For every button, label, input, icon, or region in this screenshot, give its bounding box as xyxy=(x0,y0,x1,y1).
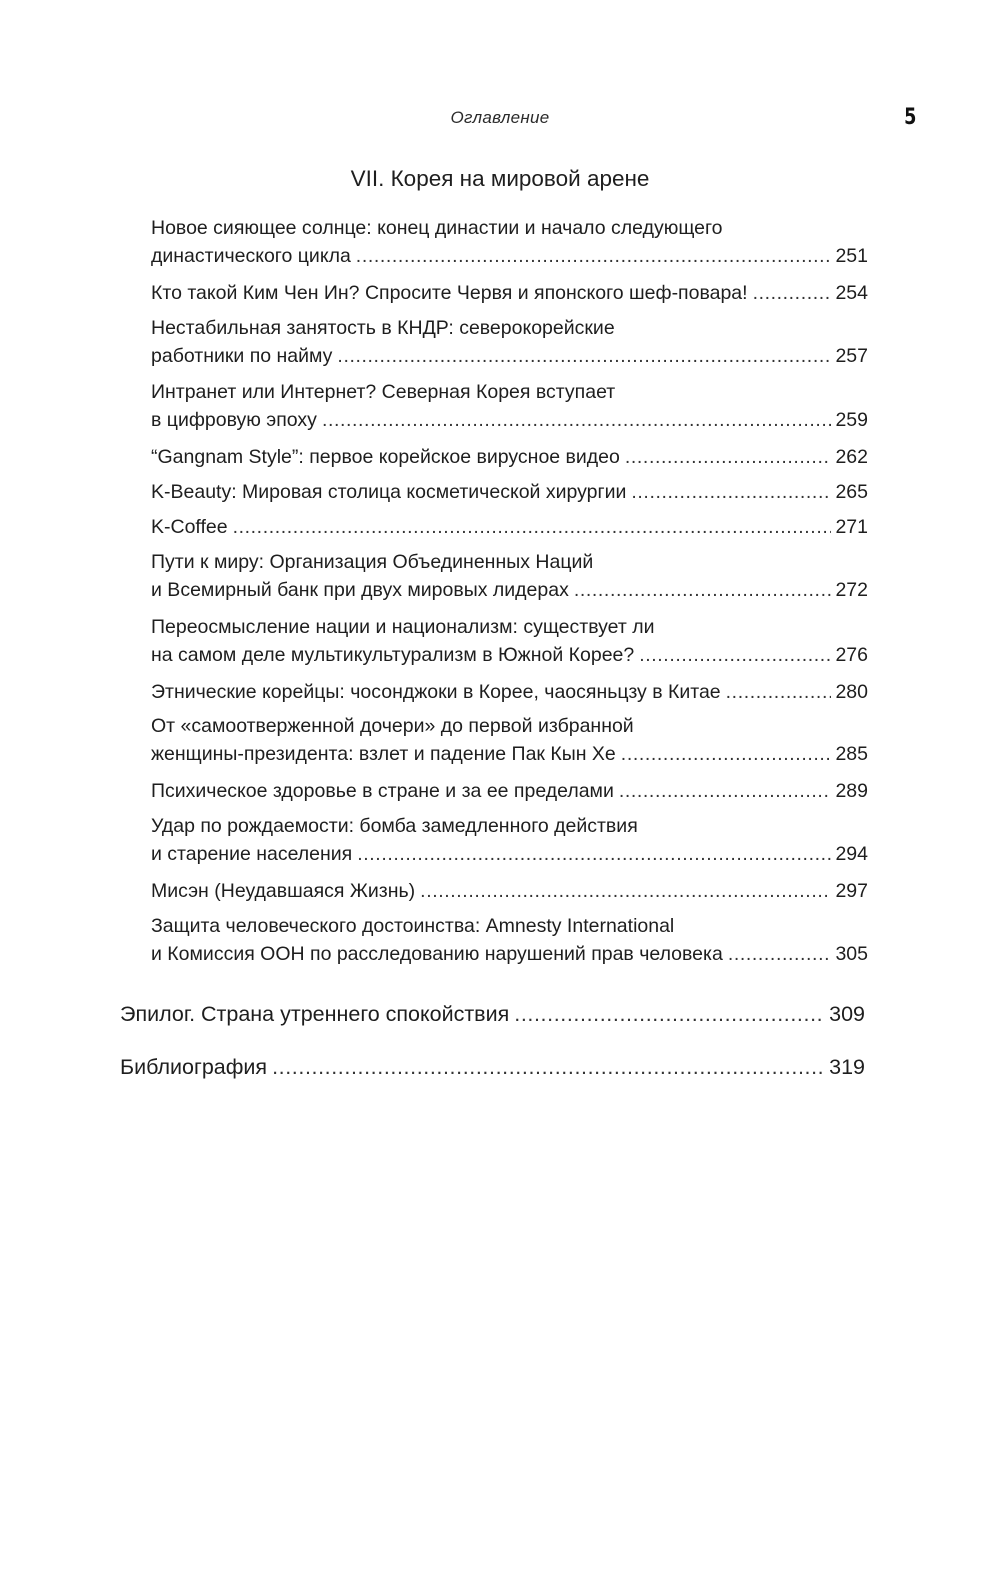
dot-leader xyxy=(337,342,831,370)
toc-entry xyxy=(151,513,868,541)
toc-entry-title-line: Пути к миру: Организация Объединенных Наций xyxy=(151,551,594,573)
toc-entry-page-number: 272 xyxy=(835,579,868,601)
toc-entry-page-number: 257 xyxy=(835,345,868,367)
toc-entry xyxy=(151,613,868,669)
toc-entry-title-line: Мисэн (Неудавшаяся Жизнь) xyxy=(151,880,416,902)
toc-entry xyxy=(151,214,868,270)
toc-entry-page-number: 276 xyxy=(835,644,868,666)
toc-entry-last-line xyxy=(120,999,865,1029)
toc-entry xyxy=(151,314,868,370)
toc-entry-last-line xyxy=(151,478,868,506)
toc-entry-page-number: 280 xyxy=(835,681,868,703)
dot-leader xyxy=(356,242,832,270)
running-header xyxy=(0,106,1000,136)
dot-leader xyxy=(621,740,832,768)
dot-leader xyxy=(625,443,832,471)
toc-entry-title-line: K-Beauty: Мировая столица косметической хирургии xyxy=(151,481,627,503)
toc-entry-title-line: Удар по рождаемости: бомба замедленного действия xyxy=(151,815,638,837)
toc-entry-title-line: K-Coffee xyxy=(151,516,228,538)
toc-entry xyxy=(151,678,868,706)
dot-leader xyxy=(726,678,832,706)
toc-entry-title-line: Библиография xyxy=(120,1055,268,1079)
toc-entry-title-line: и Комиссия ООН по расследованию нарушений прав человека xyxy=(151,943,723,965)
toc-entry-title-line: “Gangnam Style”: первое корейское вирусное видео xyxy=(151,446,620,468)
toc-entry-page-number: 251 xyxy=(835,245,868,267)
dot-leader xyxy=(357,840,831,868)
toc-entry-page-number: 271 xyxy=(835,516,868,538)
toc-entry-last-line xyxy=(151,279,868,307)
toc-entry-title-line: Новое сияющее солнце: конец династии и начало следующего xyxy=(151,217,723,239)
toc-entry-title-line: в цифровую эпоху xyxy=(151,409,317,431)
dot-leader xyxy=(322,406,832,434)
toc-entry-page-number: 319 xyxy=(829,1055,865,1079)
toc-major-entry xyxy=(120,999,865,1029)
toc-entry xyxy=(151,478,868,506)
toc-entry xyxy=(151,378,868,434)
toc-entry-page-number: 262 xyxy=(835,446,868,468)
toc-entry-page-number: 259 xyxy=(835,409,868,431)
toc-entry-title-line: женщины-президента: взлет и падение Пак Кын Хе xyxy=(151,743,616,765)
toc-entry-last-line xyxy=(151,740,868,768)
toc-entry-last-line xyxy=(151,576,868,604)
dot-leader xyxy=(619,777,832,805)
section-title: VII. Корея на мировой арене xyxy=(350,166,650,191)
dot-leader xyxy=(574,576,832,604)
toc-entry xyxy=(151,548,868,604)
dot-leader xyxy=(639,641,831,669)
toc-entry-last-line xyxy=(151,443,868,471)
page-number: 5 xyxy=(903,105,916,130)
dot-leader xyxy=(753,279,832,307)
toc-entry-title-line: Психическое здоровье в стране и за ее пределами xyxy=(151,780,614,802)
dot-leader xyxy=(514,999,825,1029)
toc-entry xyxy=(151,812,868,868)
toc-entry-last-line xyxy=(151,513,868,541)
toc-entry-last-line xyxy=(120,1052,865,1082)
toc-entry-title-line: Переосмысление нации и национализм: существует ли xyxy=(151,616,655,638)
dot-leader xyxy=(631,478,831,506)
toc-entry-last-line xyxy=(151,678,868,706)
toc-entry-last-line xyxy=(151,777,868,805)
toc-entry-title-line: Нестабильная занятость в КНДР: северокорейские xyxy=(151,317,615,339)
toc-entry-title-line: Кто такой Ким Чен Ин? Спросите Червя и японского шеф-повара! xyxy=(151,282,748,304)
toc-entry-title-line: Этнические корейцы: чосонджоки в Корее, чаосяньцзу в Китае xyxy=(151,681,721,703)
toc-entry-title-line: Интранет или Интернет? Северная Корея вступает xyxy=(151,381,616,403)
toc-entry-last-line xyxy=(151,840,868,868)
dot-leader xyxy=(728,940,832,968)
toc-major-entry xyxy=(120,1052,865,1082)
toc-entry xyxy=(151,279,868,307)
toc-entry-page-number: 289 xyxy=(835,780,868,802)
running-title: Оглавление xyxy=(450,108,550,127)
dot-leader xyxy=(233,513,832,541)
dot-leader xyxy=(420,877,831,905)
toc-entry-page-number: 309 xyxy=(829,1002,865,1026)
toc-entry-page-number: 294 xyxy=(835,843,868,865)
toc-entry-page-number: 305 xyxy=(835,943,868,965)
toc-entry-last-line xyxy=(151,242,868,270)
toc-entry-title-line: Эпилог. Страна утреннего спокойствия xyxy=(120,1002,510,1026)
toc-entry-title-line: От «самоотверженной дочери» до первой избранной xyxy=(151,715,634,737)
toc-entry-last-line xyxy=(151,877,868,905)
toc-entry xyxy=(151,443,868,471)
toc-entry-last-line xyxy=(151,342,868,370)
toc-entry xyxy=(151,777,868,805)
toc-entry-page-number: 265 xyxy=(835,481,868,503)
toc-entry xyxy=(151,712,868,768)
toc-entry-title-line: работники по найму xyxy=(151,345,333,367)
toc-entry-page-number: 254 xyxy=(835,282,868,304)
dot-leader xyxy=(272,1052,825,1082)
toc-entry-title-line: и Всемирный банк при двух мировых лидерах xyxy=(151,579,569,601)
toc-entry-last-line xyxy=(151,641,868,669)
toc-entry-page-number: 297 xyxy=(835,880,868,902)
toc-entry-title-line: на самом деле мультикультурализм в Южной Корее? xyxy=(151,644,635,666)
toc-entry-last-line xyxy=(151,406,868,434)
toc-entry-title-line: и старение населения xyxy=(151,843,353,865)
toc-entry xyxy=(151,877,868,905)
toc-entry xyxy=(151,912,868,968)
toc-entry-title-line: династического цикла xyxy=(151,245,351,267)
toc-entry-title-line: Защита человеческого достоинства: Amnesty International xyxy=(151,915,675,937)
toc-entry-last-line xyxy=(151,940,868,968)
toc-entry-page-number: 285 xyxy=(835,743,868,765)
